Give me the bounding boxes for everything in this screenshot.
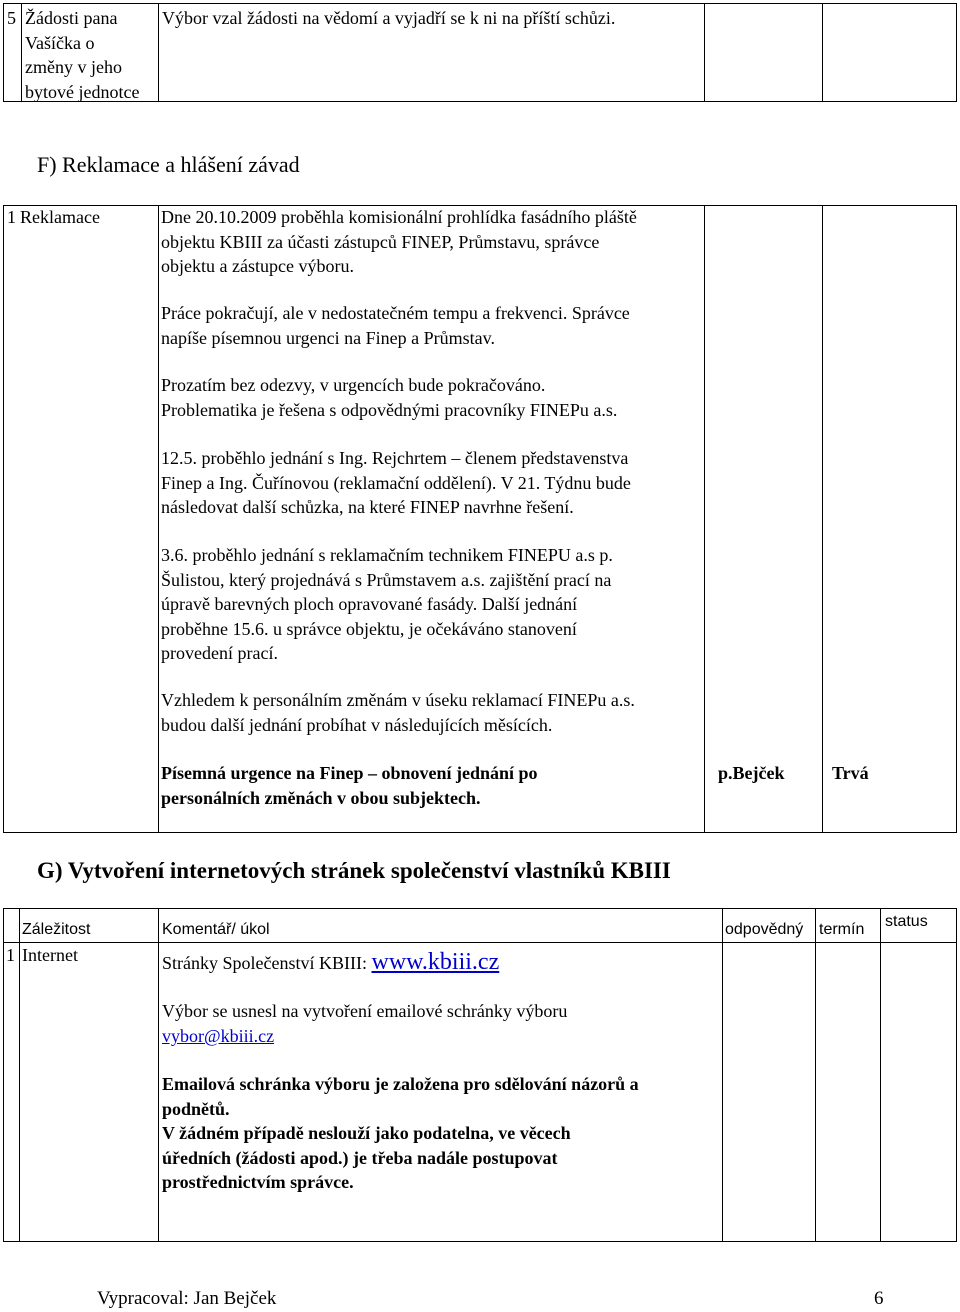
- comment-line: Problematika je řešena s odpovědnými pracovníky FINEPu a.s.: [161, 399, 618, 420]
- matter-line: Žádosti pana: [25, 8, 118, 28]
- row-number: 1: [6, 945, 15, 965]
- comment-line: napíše písemnou urgenci na Finep a Průmstav.: [161, 327, 495, 348]
- section-g-heading: G) Vytvoření internetových stránek společenství vlastníků KBIII: [37, 858, 671, 883]
- comment-line: Prozatím bez odezvy, v urgencích bude pokračováno.: [161, 375, 546, 395]
- email-line: Výbor se usnesl na vytvoření emailové schránky výboru: [162, 1001, 568, 1021]
- comment-line: Dne 20.10.2009 proběhla komisionální prohlídka fasádního pláště: [161, 207, 637, 227]
- website-link[interactable]: www.kbiii.cz: [371, 949, 500, 975]
- note-line: V žádném případě neslouží jako podatelna, ve věcech: [162, 1123, 571, 1143]
- column-header-responsible: odpovědný: [725, 921, 804, 938]
- matter-line: změny v jeho: [25, 57, 122, 77]
- note-line: podnětů.: [162, 1098, 230, 1119]
- note-line: prostřednictvím správce.: [162, 1172, 354, 1192]
- comment-line: úpravě barevných ploch opravované fasády. Další jednání: [161, 594, 578, 614]
- section-f-heading: F) Reklamace a hlášení závad: [37, 152, 300, 177]
- matter-text: Internet: [22, 945, 78, 965]
- comment-line: 3.6. proběhlo jednání s reklamačním technikem FINEPU a.s p.: [161, 545, 613, 565]
- column-header-comment: Komentář/ úkol: [162, 921, 270, 938]
- comment-text: Výbor vzal žádosti na vědomí a vyjadří se k ni na příští schůzi.: [162, 8, 616, 28]
- note-line: Emailová schránka výboru je založena pro sdělování názorů a: [162, 1074, 639, 1094]
- row-number: 5: [7, 8, 16, 28]
- email-link[interactable]: vybor@kbiii.cz: [162, 1026, 275, 1046]
- matter-line: bytové jednotce: [25, 81, 140, 102]
- column-header-status: status: [885, 913, 928, 930]
- comment-line: budou další jednání probíhat v následujících měsících.: [161, 714, 553, 735]
- comment-line: objektu a zástupce výboru.: [161, 256, 354, 276]
- comment-line: následovat další schůzka, na které FINEP navrhne řešení.: [161, 497, 574, 517]
- comment-line: Práce pokračují, ale v nedostatečném tempu a frekvenci. Správce: [161, 303, 630, 323]
- column-header-matter: Záležitost: [22, 921, 91, 938]
- comment-line: proběhne 15.6. u správce objektu, je očekáváno stanovení: [161, 618, 577, 639]
- comment-line: Finep a Ing. Čuřínovou (reklamační oddělení). V 21. Týdnu bude: [161, 472, 631, 493]
- website-prefix: Stránky Společenství KBIII:: [162, 953, 372, 973]
- comment-line: Vzhledem k personálním změnám v úseku reklamací FINEPu a.s.: [161, 690, 635, 710]
- comment-line: provedení prací.: [161, 643, 278, 663]
- responsible-person: p.Bejček: [718, 763, 785, 783]
- matter-line: Vašíčka o: [25, 32, 95, 53]
- status-text: Trvá: [832, 763, 869, 783]
- comment-line: Šulistou, který projednává s Průmstavem a.s. zajištění prací na: [161, 569, 612, 590]
- task-line: personálních změnách v obou subjektech.: [161, 787, 481, 808]
- website-line: [162, 950, 499, 976]
- page-number: 6: [874, 1288, 884, 1309]
- task-line: Písemná urgence na Finep – obnovení jednání po: [161, 763, 538, 783]
- comment-line: 12.5. proběhlo jednání s Ing. Rejchrtem – členem představenstva: [161, 448, 629, 468]
- comment-line: objektu KBIII za účasti zástupců FINEP, Průmstavu, správce: [161, 231, 600, 252]
- footer-author: Vypracoval: Jan Bejček: [97, 1288, 277, 1309]
- row-number: 1: [7, 207, 16, 227]
- note-line: úředních (žádosti apod.) je třeba nadále postupovat: [162, 1147, 558, 1168]
- matter-text: Reklamace: [20, 207, 100, 227]
- column-header-deadline: termín: [819, 921, 865, 938]
